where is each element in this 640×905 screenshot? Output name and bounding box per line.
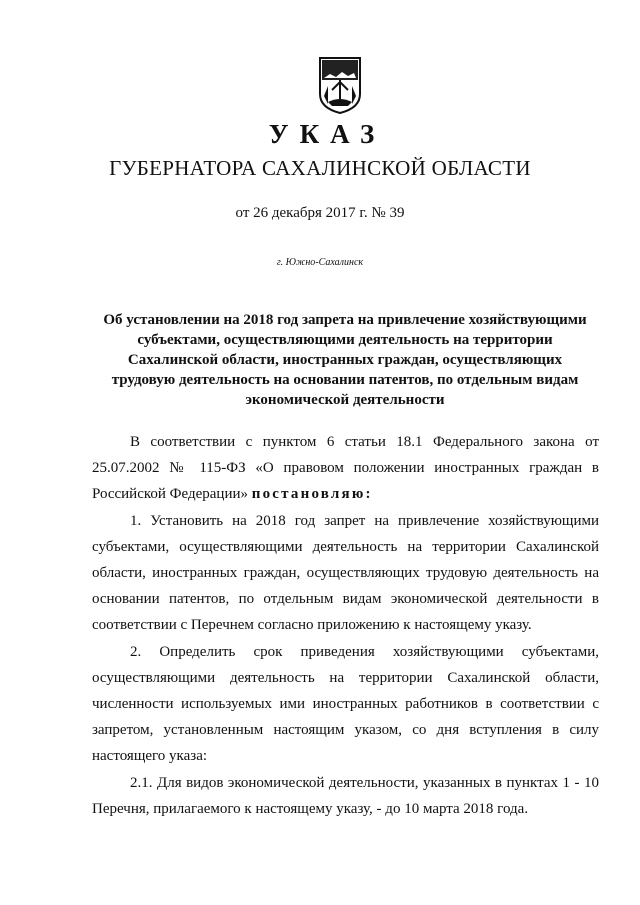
document-heading: Об установлении на 2018 год запрета на привлечение хозяйствующими субъектами, осуществляющими деятельность на территории Сахалинской области, иностранных граждан, осуществляющих трудовую деятельность на основании патентов, по отдельным видам экономической деятельности xyxy=(103,312,587,408)
document-subtitle: ГУБЕРНАТОРА САХАЛИНСКОЙ ОБЛАСТИ xyxy=(109,156,531,180)
intro-paragraph xyxy=(92,429,599,508)
item-2-1-paragraph: 2.1. Для видов экономической деятельности, указанных в пунктах 1 - 10 Перечня, прилагаемого к настоящему указу, - до 10 марта 2018 года. xyxy=(92,774,599,817)
intro-keyword: постановляю xyxy=(251,486,366,503)
item-2-paragraph: 2. Определить срок приведения хозяйствующими субъектами, осуществляющими деятельность на территории Сахалинской области, численности используемых ими иностранных работников в соответствии с запретом, установленным настоящим указом, со дня вступления в силу настоящего указа: xyxy=(92,643,599,765)
intro-colon: : xyxy=(365,486,371,503)
document-title: УКАЗ xyxy=(268,119,386,149)
document-body xyxy=(92,429,599,822)
document-date: от 26 декабря 2017 г. № 39 xyxy=(235,205,405,221)
sakhalin-coat-of-arms-icon xyxy=(318,56,362,114)
item-1-paragraph: 1. Установить на 2018 год запрет на привлечение хозяйствующими субъектами, осуществляющими деятельность на территории Сахалинской области, иностранных граждан, осуществляющих трудовую деятельность на основании патентов, по отдельным видам экономической деятельности в соответствии с Перечнем согласно приложению к настоящему указу. xyxy=(92,512,599,634)
document-city: г. Южно-Сахалинск xyxy=(276,257,364,268)
intro-text: В соответствии с пунктом 6 статьи 18.1 Федерального закона от 25.07.2002 № 115-ФЗ «О правовом положении иностранных граждан в Российской Федерации» xyxy=(92,434,599,503)
